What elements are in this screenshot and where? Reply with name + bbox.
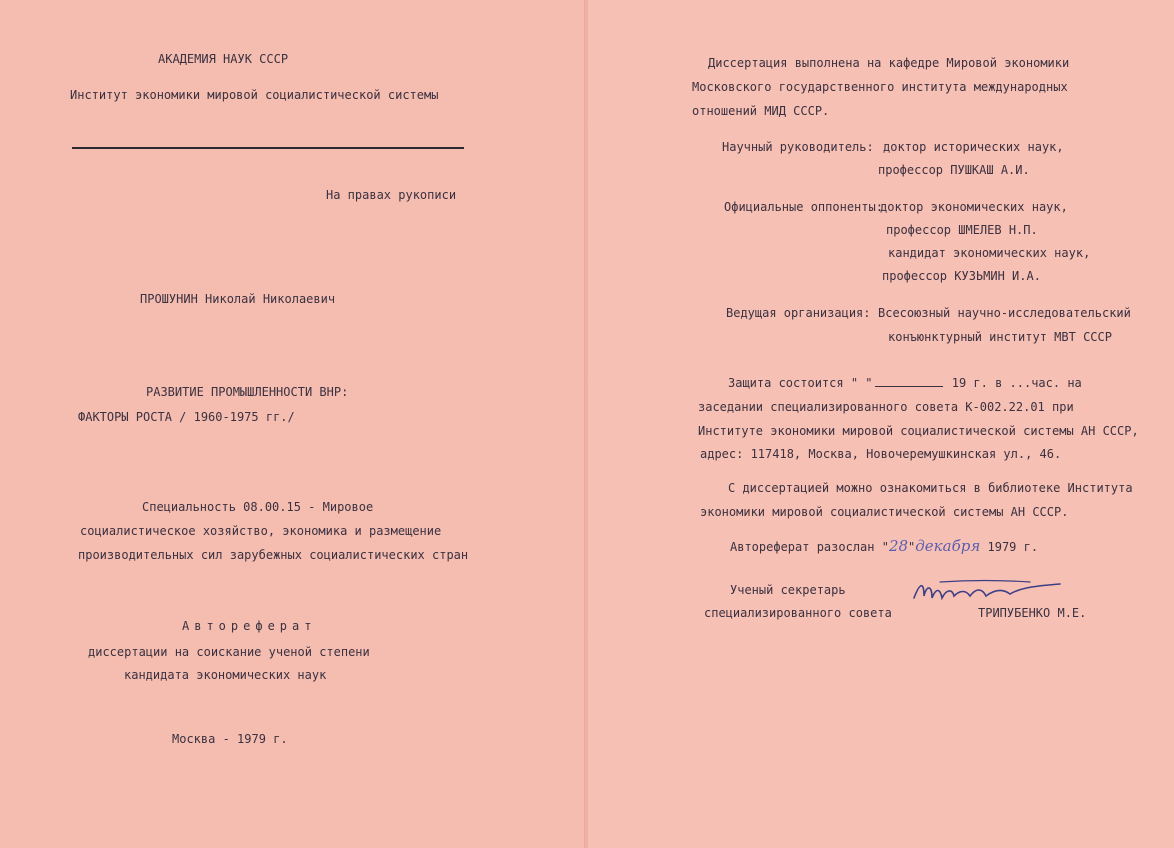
opponents-label: Официальные оппоненты: — [724, 200, 883, 214]
city-year: Москва - 1979 г. — [172, 732, 288, 746]
opponent2-degree: кандидат экономических наук, — [888, 246, 1091, 260]
specialty-line3: производительных сил зарубежных социалистических стран — [78, 548, 469, 562]
sent-day-handwritten: 28 — [888, 537, 909, 555]
date-blank — [875, 386, 943, 387]
signature-icon — [910, 576, 1070, 612]
supervisor-name: профессор ПУШКАШ А.И. — [878, 163, 1030, 177]
sent-suffix: 1979 г. — [987, 540, 1039, 554]
sent-month-handwritten: декабря — [915, 537, 981, 555]
opponent1-degree: доктор экономических наук, — [880, 200, 1068, 214]
manuscript-rights: На правах рукописи — [326, 188, 457, 202]
opponent1-name: профессор ШМЕЛЕВ Н.П. — [886, 223, 1038, 237]
defense-line1 — [728, 376, 1082, 390]
library-line2: экономики мировой социалистической системы АН СССР. — [700, 505, 1069, 519]
defense-line2: заседании специализированного совета К-002.22.01 при — [698, 400, 1074, 414]
sent-date-line — [730, 539, 1038, 554]
library-line1: С диссертацией можно ознакомиться в библиотеке Института — [728, 481, 1133, 495]
thesis-title-line2: ФАКТОРЫ РОСТА / 1960-1975 гг./ — [78, 410, 295, 424]
thesis-title-line1: РАЗВИТИЕ ПРОМЫШЛЕННОСТИ ВНР: — [146, 385, 349, 399]
secretary-line1: Ученый секретарь — [730, 583, 846, 597]
sent-mid: " — [908, 540, 916, 554]
institute-name: Институт экономики мировой социалистической системы — [70, 88, 439, 102]
opponent2-name: профессор КУЗЬМИН И.А. — [882, 269, 1041, 283]
right-page — [588, 0, 1174, 848]
defense-end: 19 г. в ...час. на — [951, 376, 1082, 390]
supervisor-degree: доктор исторических наук, — [883, 140, 1064, 154]
defense-line4: адрес: 117418, Москва, Новочеремушкинская ул., 46. — [700, 447, 1062, 461]
author-name: ПРОШУНИН Николай Николаевич — [140, 292, 336, 306]
lead-org-label: Ведущая организация: — [726, 306, 871, 320]
supervisor-label: Научный руководитель: — [722, 140, 874, 154]
intro-line1: Диссертация выполнена на кафедре Мировой экономики — [708, 56, 1070, 70]
secretary-name: ТРИПУБЕНКО М.Е. — [978, 606, 1087, 620]
left-page — [0, 0, 586, 848]
abstract-line1: диссертации на соискание ученой степени — [88, 645, 370, 659]
defense-start: Защита состоится " " — [728, 376, 873, 390]
lead-org-line2: конъюнктурный институт МВТ СССР — [888, 330, 1112, 344]
sent-prefix: Автореферат разослан " — [730, 540, 889, 554]
intro-line2: Московского государственного института международных — [692, 80, 1068, 94]
specialty-line2: социалистическое хозяйство, экономика и размещение — [80, 524, 442, 538]
defense-line3: Институте экономики мировой социалистической системы АН СССР, — [698, 424, 1139, 438]
secretary-line2: специализированного совета — [704, 606, 892, 620]
lead-org-line1: Всесоюзный научно-исследовательский — [878, 306, 1131, 320]
divider-rule — [72, 147, 464, 149]
abstract-line2: кандидата экономических наук — [124, 668, 327, 682]
specialty-line1: Специальность 08.00.15 - Мировое — [142, 500, 374, 514]
intro-line3: отношений МИД СССР. — [692, 104, 830, 118]
academy-heading: АКАДЕМИЯ НАУК СССР — [158, 52, 289, 66]
abstract-heading: Автореферат — [182, 619, 317, 633]
